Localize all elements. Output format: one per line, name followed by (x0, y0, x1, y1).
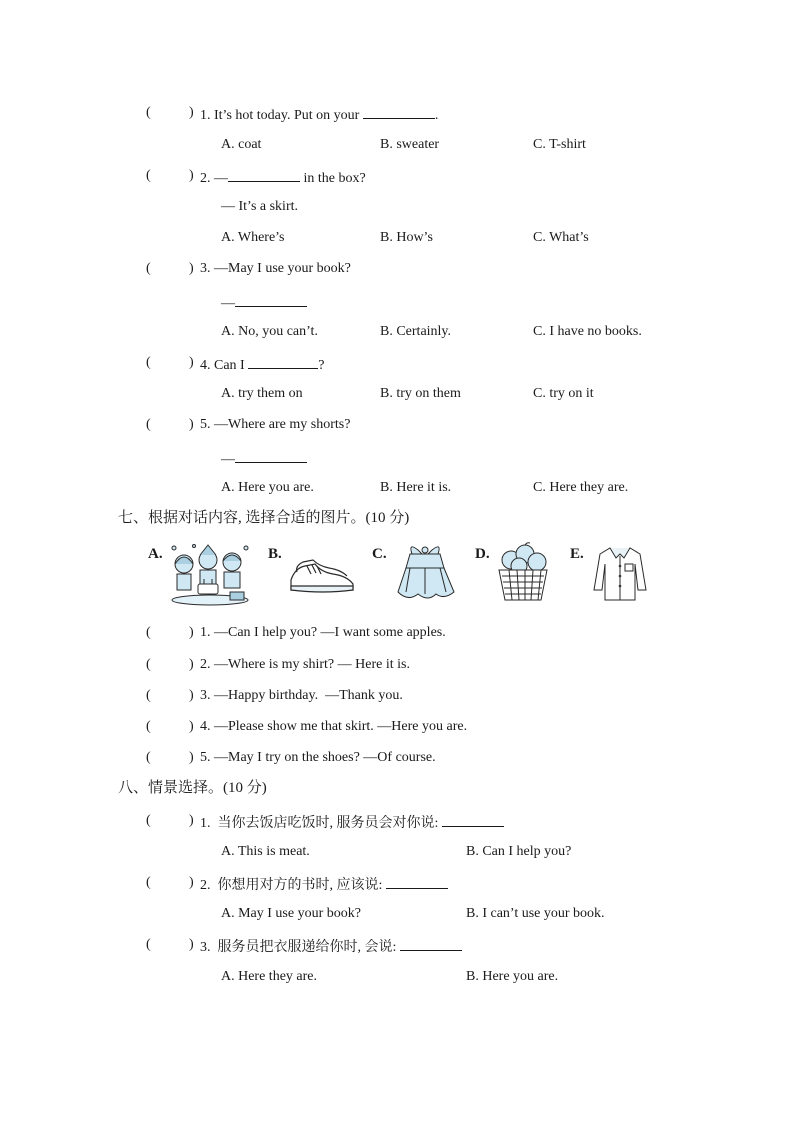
answer-blank[interactable] (235, 448, 307, 463)
option-a: A. coat (221, 137, 262, 152)
reply-line: — It’s a skirt. (221, 199, 298, 214)
option-c: C. I have no books. (533, 324, 642, 339)
option-a: A. Where’s (221, 230, 285, 245)
option-b: B. Can I help you? (466, 844, 572, 859)
apple-basket-icon (493, 542, 553, 604)
option-b: B. I can’t use your book. (466, 906, 605, 921)
option-a: A. May I use your book? (221, 906, 361, 921)
question-8-1: 1. 当你去饭店吃饭时, 服务员会对你说: (200, 812, 504, 833)
picture-label: C. (372, 546, 387, 562)
option-c: C. try on it (533, 386, 594, 401)
picture-label: E. (570, 546, 584, 562)
answer-blank[interactable] (386, 874, 448, 889)
answer-blank[interactable] (248, 354, 318, 369)
answer-paren-right: ) (189, 750, 194, 765)
question-8-3: 3. 服务员把衣服递给你时, 会说: (200, 936, 462, 957)
answer-paren-right: ) (189, 625, 194, 640)
answer-paren-right: ) (189, 813, 194, 828)
section-heading-7: 七、根据对话内容, 选择合适的图片。(10 分) (118, 510, 410, 526)
answer-paren-left: ( (146, 719, 151, 734)
sneakers-icon (287, 554, 357, 600)
answer-paren-right: ) (189, 937, 194, 952)
question-6-4: 4. Can I ? (200, 354, 324, 375)
option-a: A. Here you are. (221, 480, 314, 495)
answer-paren-left: ( (146, 625, 151, 640)
answer-paren-left: ( (146, 875, 151, 890)
picture-label: A. (148, 546, 163, 562)
question-6-3: 3. —May I use your book? (200, 261, 351, 276)
picture-label: B. (268, 546, 282, 562)
answer-paren-left: ( (146, 105, 151, 120)
answer-paren-left: ( (146, 750, 151, 765)
answer-paren-right: ) (189, 355, 194, 370)
answer-paren-right: ) (189, 688, 194, 703)
answer-paren-right: ) (189, 261, 194, 276)
answer-paren-left: ( (146, 417, 151, 432)
option-b: B. sweater (380, 137, 440, 152)
option-a: A. No, you can’t. (221, 324, 318, 339)
answer-blank[interactable] (400, 936, 462, 951)
question-8-2: 2. 你想用对方的书时, 应该说: (200, 874, 448, 895)
question-6-5: 5. —Where are my shorts? (200, 417, 351, 432)
question-7-4: 4. —Please show me that skirt. —Here you are. (200, 719, 468, 734)
answer-paren-right: ) (189, 657, 194, 672)
option-b: B. Here it is. (380, 480, 452, 495)
option-a: A. Here they are. (221, 969, 318, 984)
picture-label: D. (475, 546, 490, 562)
answer-blank[interactable] (442, 812, 504, 827)
option-b: B. Here you are. (466, 969, 559, 984)
option-c: C. Here they are. (533, 480, 629, 495)
answer-paren-left: ( (146, 355, 151, 370)
option-a: A. This is meat. (221, 844, 310, 859)
answer-paren-left: ( (146, 688, 151, 703)
option-b: B. How’s (380, 230, 433, 245)
answer-paren-left: ( (146, 813, 151, 828)
reply-line: — (221, 292, 307, 313)
option-c: C. T-shirt (533, 137, 586, 152)
answer-paren-left: ( (146, 168, 151, 183)
answer-blank[interactable] (235, 292, 307, 307)
shirt-icon (592, 544, 648, 602)
answer-paren-right: ) (189, 875, 194, 890)
option-b: B. try on them (380, 386, 461, 401)
answer-paren-right: ) (189, 168, 194, 183)
option-a: A. try them on (221, 386, 303, 401)
answer-paren-right: ) (189, 105, 194, 120)
option-b: B. Certainly. (380, 324, 452, 339)
answer-paren-left: ( (146, 657, 151, 672)
answer-paren-right: ) (189, 719, 194, 734)
question-7-5: 5. —May I try on the shoes? —Of course. (200, 750, 436, 765)
birthday-party-icon (168, 542, 252, 606)
question-7-1: 1. —Can I help you? —I want some apples. (200, 625, 446, 640)
question-7-3: 3. —Happy birthday. —Thank you. (200, 688, 403, 703)
question-7-2: 2. —Where is my shirt? — Here it is. (200, 657, 410, 672)
skirt-icon (388, 542, 462, 604)
section-heading-8: 八、情景选择。(10 分) (118, 780, 267, 796)
question-6-2: 2. — in the box? (200, 167, 366, 188)
answer-paren-right: ) (189, 417, 194, 432)
answer-paren-left: ( (146, 261, 151, 276)
answer-blank[interactable] (228, 167, 300, 182)
reply-line: — (221, 448, 307, 469)
option-c: C. What’s (533, 230, 589, 245)
question-6-1: 1. It’s hot today. Put on your . (200, 104, 438, 125)
answer-paren-left: ( (146, 937, 151, 952)
answer-blank[interactable] (363, 104, 435, 119)
